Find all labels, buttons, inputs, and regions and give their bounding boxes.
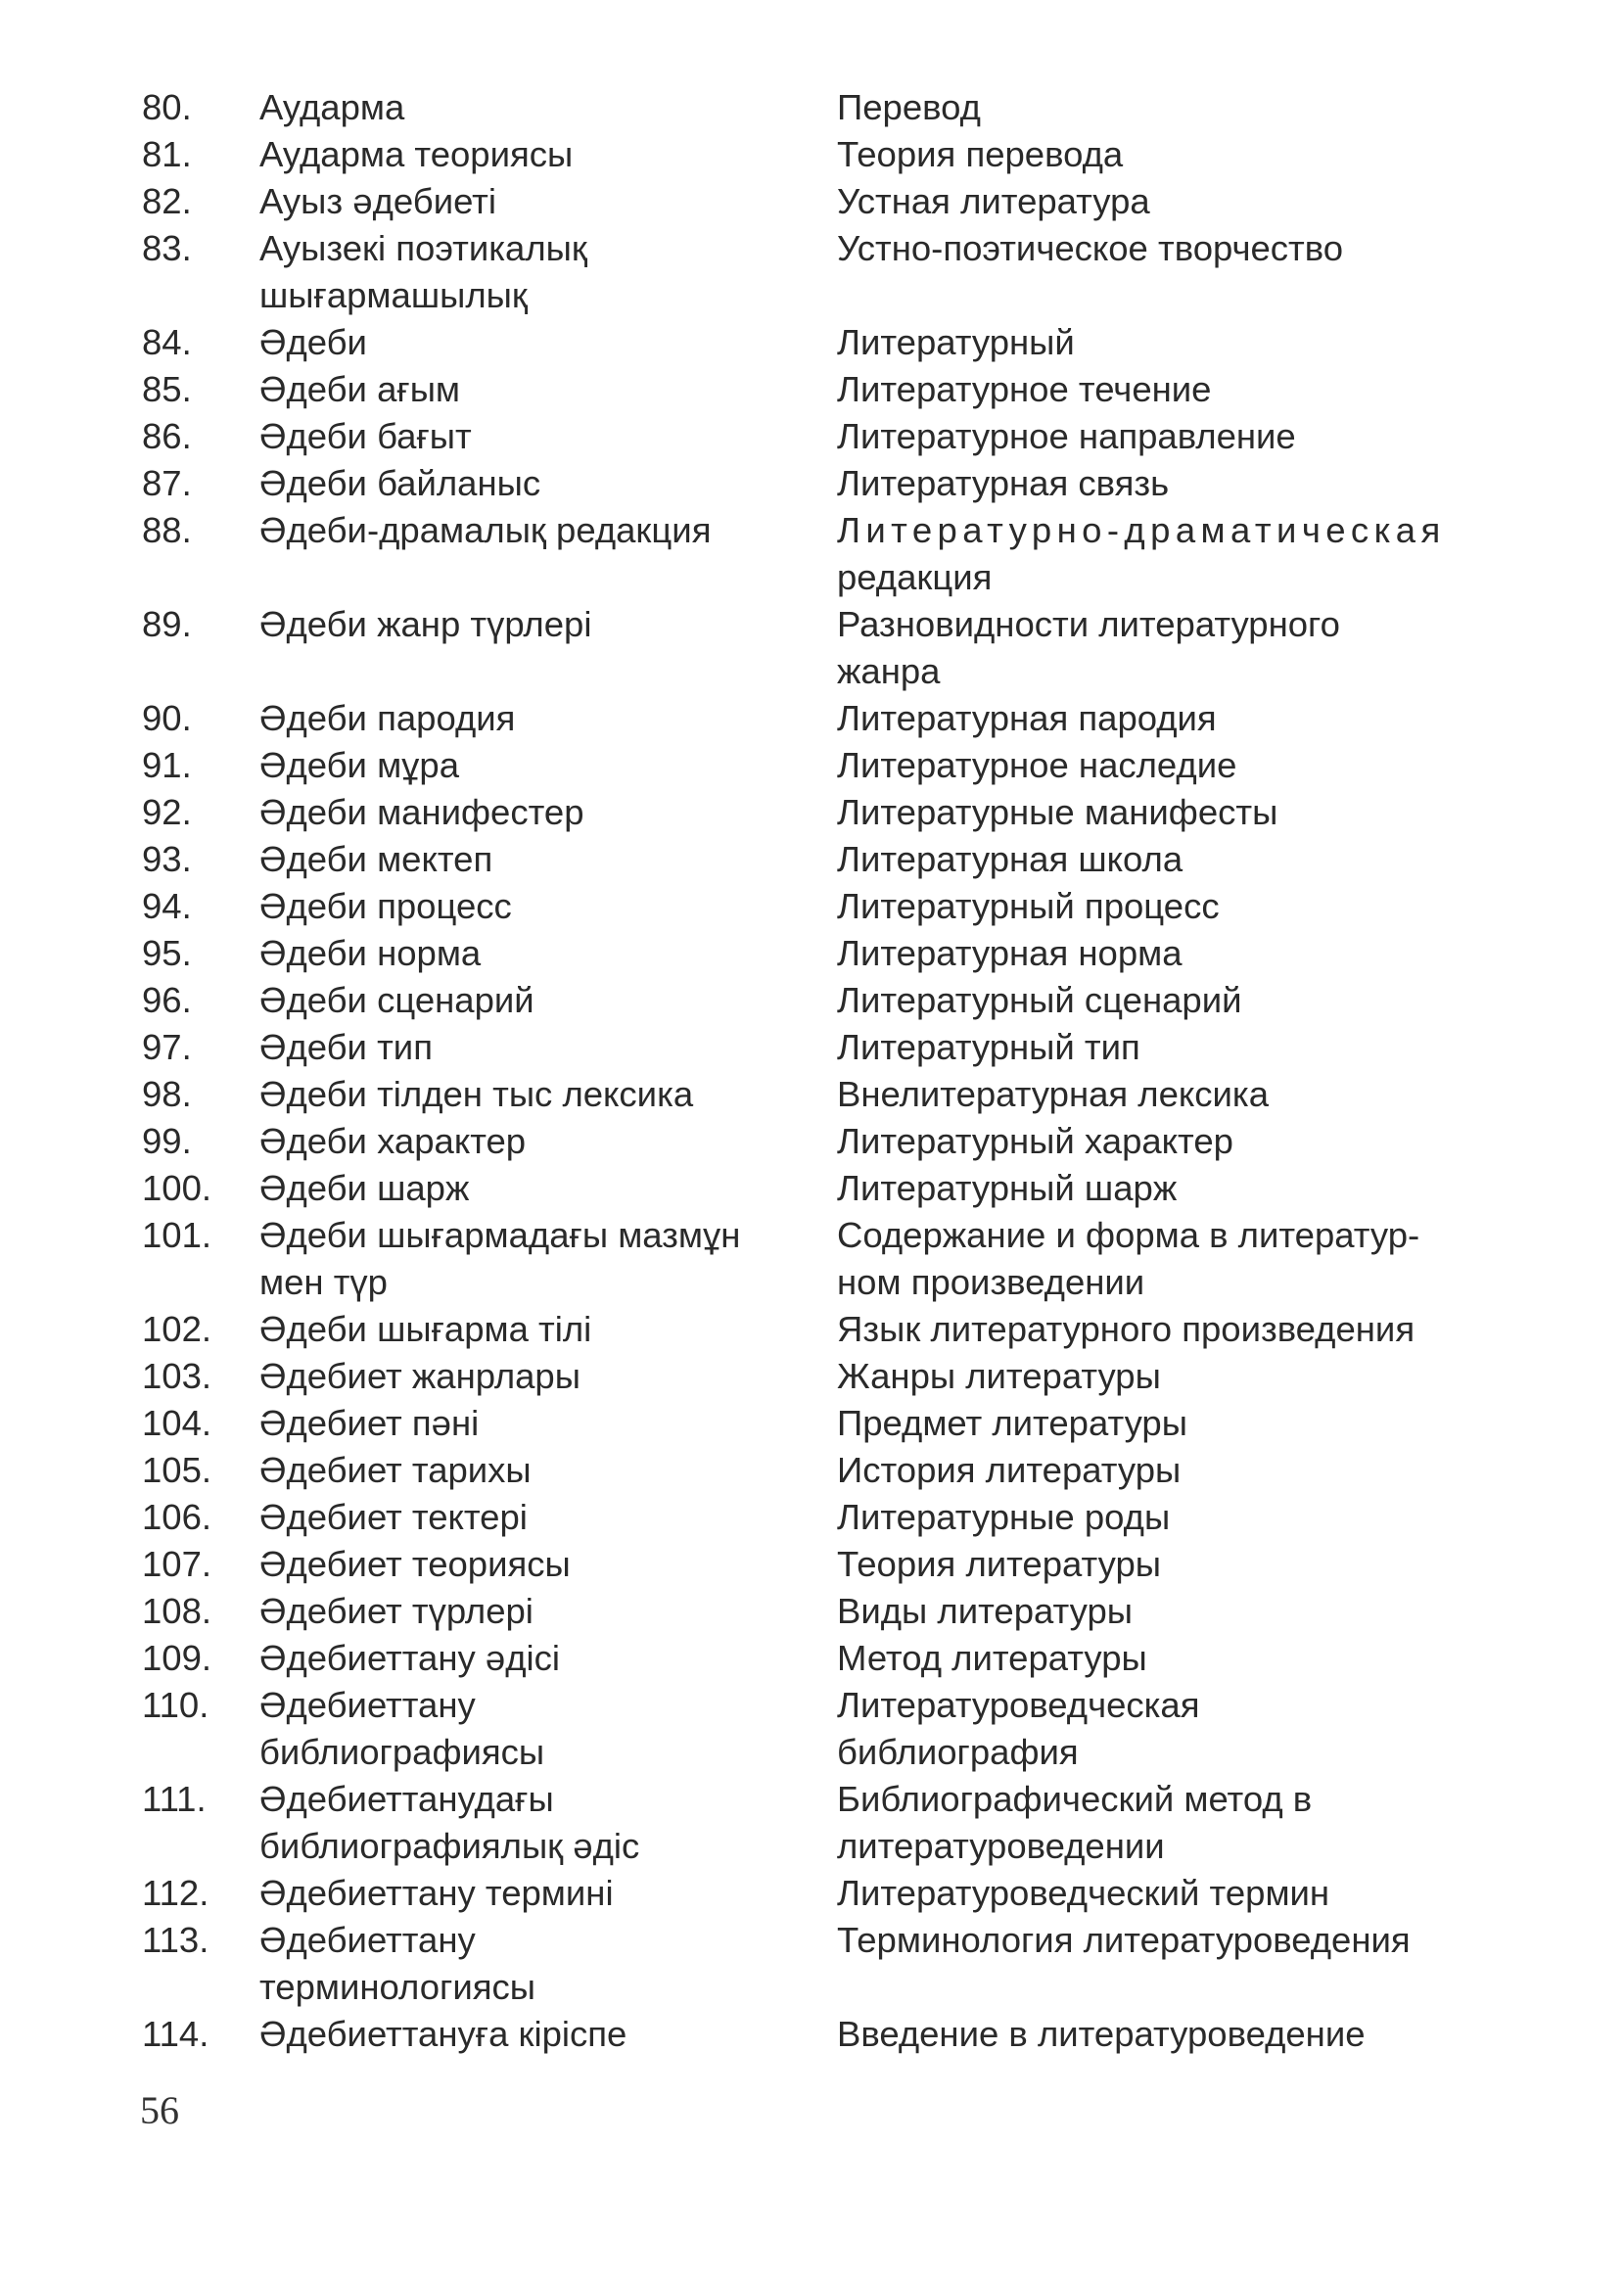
kazakh-term-line: Әдеби мұра [259,745,460,785]
kazakh-term-line: Әдеби процесс [259,886,512,926]
kazakh-term-line: Әдеби [259,322,367,362]
kazakh-term [259,2011,837,2058]
kazakh-term-line: Әдеби ағым [259,369,461,409]
glossary-entry [142,1635,1512,1682]
russian-term [837,413,1512,460]
kazakh-term-line: Әдеби-драмалық редакция [259,510,712,550]
entry-number: 96. [142,980,192,1020]
entry-number: 83. [142,228,192,268]
glossary-entry [142,1494,1512,1541]
entry-number: 84. [142,322,192,362]
kazakh-term [259,131,837,178]
glossary-entry [142,1212,1512,1306]
russian-term-line: библиография [837,1732,1079,1772]
russian-term-line: Разновидности литературного [837,604,1340,644]
kazakh-term-line: шығармашылық [259,275,528,315]
kazakh-term [259,319,837,366]
kazakh-term-line: Әдебиеттану әдісі [259,1638,560,1678]
kazakh-term-line: Әдеби норма [259,933,482,973]
glossary-entry [142,413,1512,460]
kazakh-term-line: библиографиясы [259,1732,545,1772]
kazakh-term [259,1635,837,1682]
kazakh-term [259,507,837,601]
entry-number: 87. [142,463,192,503]
glossary-entry [142,836,1512,883]
entry-number: 103. [142,1356,212,1396]
entry-number: 92. [142,792,192,832]
kazakh-term [259,977,837,1024]
russian-term-line: Устно-поэтическое творчество [837,228,1344,268]
entry-number: 81. [142,134,192,174]
entry-number: 94. [142,886,192,926]
russian-term [837,2011,1512,2058]
russian-term-line: Литературный процесс [837,886,1220,926]
kazakh-term-line: Әдебиеттану термині [259,1873,614,1913]
russian-term [837,319,1512,366]
kazakh-term [259,836,837,883]
kazakh-term-line: Әдеби жанр түрлері [259,604,592,644]
glossary-entry [142,1306,1512,1353]
russian-term-line: Литературный характер [837,1121,1233,1161]
russian-term [837,1494,1512,1541]
entry-number: 110. [142,1685,209,1725]
russian-term-line: Библиографический метод в [837,1779,1313,1819]
glossary-entry [142,1071,1512,1118]
entry-number: 102. [142,1309,212,1349]
glossary-entry [142,1870,1512,1917]
entry-number: 107. [142,1544,212,1584]
russian-term-line: Жанры литературы [837,1356,1161,1396]
russian-term [837,1212,1512,1306]
russian-term-line: Предмет литературы [837,1403,1187,1443]
russian-term [837,1588,1512,1635]
russian-term-line: Перевод [837,87,981,127]
russian-term-line: Литературная норма [837,933,1183,973]
russian-term [837,1870,1512,1917]
russian-term [837,507,1512,601]
kazakh-term-line: Әдеби бағыт [259,416,472,456]
kazakh-term-line: Ауыз әдебиеті [259,181,496,221]
kazakh-term [259,1776,837,1870]
kazakh-term-line: Әдебиет жанрлары [259,1356,580,1396]
kazakh-term [259,1917,837,2011]
entry-number: 97. [142,1027,192,1067]
russian-term-line: Литературный шарж [837,1168,1178,1208]
page-number: 56 [140,2088,179,2132]
glossary-entry [142,1118,1512,1165]
russian-term-line: Виды литературы [837,1591,1133,1631]
glossary-entry [142,1165,1512,1212]
russian-term [837,836,1512,883]
kazakh-term-line: Әдеби шығарма тілі [259,1309,592,1349]
entry-number: 90. [142,698,192,738]
entry-number: 99. [142,1121,192,1161]
glossary-entry [142,178,1512,225]
russian-term [837,460,1512,507]
kazakh-term [259,1682,837,1776]
russian-term [837,1165,1512,1212]
entry-number: 95. [142,933,192,973]
kazakh-term [259,742,837,789]
kazakh-term-line: Әдебиет тарихы [259,1450,532,1490]
kazakh-term-line: Ауызекі поэтикалық [259,228,587,268]
kazakh-term [259,695,837,742]
russian-term-line: Литературные манифесты [837,792,1278,832]
russian-term-line: Литературное направление [837,416,1296,456]
russian-term-line: Содержание и форма в литератур- [837,1215,1420,1255]
entry-number: 112. [142,1873,209,1913]
russian-term [837,742,1512,789]
russian-term [837,1118,1512,1165]
russian-term-line: Литературоведческая [837,1685,1200,1725]
kazakh-term [259,1447,837,1494]
entry-number: 88. [142,510,192,550]
glossary-entry [142,1353,1512,1400]
russian-term-line: Литературный [837,322,1075,362]
entry-number: 108. [142,1591,212,1631]
kazakh-term [259,601,837,695]
kazakh-term [259,1212,837,1306]
russian-term-line: Литературная пародия [837,698,1217,738]
russian-term [837,883,1512,930]
kazakh-term-line: Әдеби манифестер [259,792,584,832]
glossary-entry [142,883,1512,930]
glossary-entry [142,1682,1512,1776]
entry-number: 86. [142,416,192,456]
entry-number: 85. [142,369,192,409]
russian-term [837,178,1512,225]
glossary-entry [142,695,1512,742]
kazakh-term [259,1306,837,1353]
russian-term-line: Литературное течение [837,369,1212,409]
russian-term [837,1400,1512,1447]
kazakh-term-line: Аударма теориясы [259,134,574,174]
kazakh-term [259,413,837,460]
kazakh-term-line: Аударма [259,87,405,127]
kazakh-term [259,1541,837,1588]
entry-number: 106. [142,1497,212,1537]
russian-term [837,1541,1512,1588]
glossary-entry [142,1776,1512,1870]
russian-term-line: Литературно-драматическая [837,510,1446,550]
kazakh-term-line: Әдебиеттанудағы [259,1779,554,1819]
kazakh-term-line: Әдеби мектеп [259,839,493,879]
russian-term-line: Теория перевода [837,134,1124,174]
russian-term [837,1353,1512,1400]
kazakh-term [259,789,837,836]
kazakh-term [259,1353,837,1400]
kazakh-term-line: мен түр [259,1262,388,1302]
russian-term-line: Метод литературы [837,1638,1147,1678]
glossary-entry [142,1447,1512,1494]
glossary-entry [142,460,1512,507]
glossary-entry [142,507,1512,601]
entry-number: 113. [142,1920,209,1960]
russian-term [837,1447,1512,1494]
kazakh-term-line: Әдебиеттануға кіріспе [259,2014,627,2054]
russian-term [837,1682,1512,1776]
russian-term [837,1024,1512,1071]
russian-term [837,131,1512,178]
russian-term [837,1776,1512,1870]
glossary-list [142,84,1512,2058]
kazakh-term [259,178,837,225]
russian-term [837,977,1512,1024]
kazakh-term [259,366,837,413]
glossary-entry [142,131,1512,178]
russian-term-line: жанра [837,651,941,691]
glossary-entry [142,2011,1512,2058]
russian-term-line: Литературная связь [837,463,1170,503]
kazakh-term-line: Әдебиет тектері [259,1497,528,1537]
russian-term-line: Литературное наследие [837,745,1237,785]
russian-term-line: Литературный сценарий [837,980,1242,1020]
entry-number: 80. [142,87,192,127]
kazakh-term [259,460,837,507]
kazakh-term [259,1024,837,1071]
glossary-entry [142,366,1512,413]
russian-term-line: Литературная школа [837,839,1183,879]
kazakh-term [259,225,837,319]
russian-term [837,84,1512,131]
russian-term-line: Терминология литературоведения [837,1920,1411,1960]
russian-term-line: редакция [837,557,993,597]
entry-number: 105. [142,1450,212,1490]
entry-number: 89. [142,604,192,644]
kazakh-term-line: Әдеби шығармадағы мазмұн [259,1215,741,1255]
russian-term [837,930,1512,977]
kazakh-term-line: Әдеби байланыс [259,463,541,503]
glossary-entry [142,225,1512,319]
kazakh-term [259,1400,837,1447]
russian-term-line: История литературы [837,1450,1182,1490]
entry-number: 100. [142,1168,212,1208]
kazakh-term [259,1165,837,1212]
glossary-entry [142,319,1512,366]
kazakh-term [259,1870,837,1917]
entry-number: 82. [142,181,192,221]
kazakh-term [259,1588,837,1635]
russian-term [837,789,1512,836]
kazakh-term-line: Әдеби характер [259,1121,527,1161]
kazakh-term-line: терминологиясы [259,1967,536,2007]
kazakh-term [259,1118,837,1165]
glossary-entry [142,1541,1512,1588]
entry-number: 101. [142,1215,212,1255]
kazakh-term-line: Әдебиеттану [259,1920,476,1960]
kazakh-term [259,1494,837,1541]
russian-term-line: Введение в литературоведение [837,2014,1366,2054]
kazakh-term-line: Әдеби пародия [259,698,516,738]
entry-number: 104. [142,1403,212,1443]
russian-term [837,1306,1512,1353]
glossary-entry [142,977,1512,1024]
russian-term [837,695,1512,742]
russian-term-line: ном произведении [837,1262,1145,1302]
kazakh-term [259,930,837,977]
glossary-entry [142,1024,1512,1071]
entry-number: 109. [142,1638,212,1678]
entry-number: 93. [142,839,192,879]
glossary-entry [142,742,1512,789]
kazakh-term-line: Әдеби тип [259,1027,433,1067]
kazakh-term [259,883,837,930]
kazakh-term-line: Әдеби сценарий [259,980,534,1020]
russian-term-line: Устная литература [837,181,1150,221]
russian-term-line: Внелитературная лексика [837,1074,1269,1114]
kazakh-term-line: библиографиялық әдіс [259,1826,640,1866]
glossary-entry [142,1588,1512,1635]
russian-term [837,1635,1512,1682]
kazakh-term-line: Әдебиет пәні [259,1403,480,1443]
glossary-entry [142,1400,1512,1447]
russian-term [837,366,1512,413]
russian-term-line: Теория литературы [837,1544,1162,1584]
entry-number: 114. [142,2014,209,2054]
russian-term [837,1071,1512,1118]
russian-term [837,601,1512,695]
russian-term-line: Литературоведческий термин [837,1873,1330,1913]
kazakh-term-line: Әдеби тілден тыс лексика [259,1074,694,1114]
entry-number: 91. [142,745,192,785]
kazakh-term [259,1071,837,1118]
russian-term-line: Литературные роды [837,1497,1171,1537]
kazakh-term [259,84,837,131]
entry-number: 98. [142,1074,192,1114]
kazakh-term-line: Әдеби шарж [259,1168,470,1208]
russian-term-line: Литературный тип [837,1027,1140,1067]
kazakh-term-line: Әдебиет теориясы [259,1544,571,1584]
glossary-entry [142,601,1512,695]
russian-term [837,1917,1512,2011]
kazakh-term-line: Әдебиеттану [259,1685,476,1725]
glossary-entry [142,84,1512,131]
entry-number: 111. [142,1779,207,1819]
glossary-entry [142,789,1512,836]
russian-term [837,225,1512,319]
russian-term-line: Язык литературного произведения [837,1309,1415,1349]
glossary-entry [142,930,1512,977]
kazakh-term-line: Әдебиет түрлері [259,1591,534,1631]
glossary-entry [142,1917,1512,2011]
russian-term-line: литературоведении [837,1826,1165,1866]
